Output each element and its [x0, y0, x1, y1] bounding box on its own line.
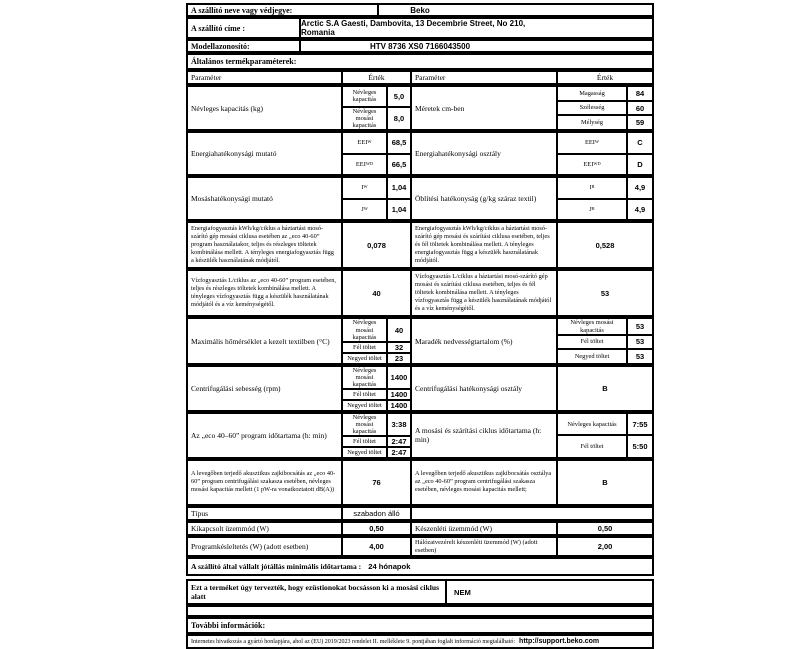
dimension-sub-label: Mélység	[558, 116, 628, 129]
capacity-sub-label: Névleges mosási kapacitás	[343, 108, 388, 129]
warranty-label: A szállító által vállalt jótállás minimális időtartama :	[191, 562, 362, 572]
washing-sub-label: I W	[343, 178, 388, 198]
energy-consumption-wash-value: 0,078	[343, 223, 412, 267]
eei-sub-value: 66,5	[391, 159, 407, 169]
temperature-sub-label: Névleges mosási kapacitás	[343, 319, 388, 340]
row-silver-ions	[186, 579, 654, 605]
temperature-label: Maximális hőmérséklet a kezelt textilben (°C)	[188, 319, 343, 362]
col-header-param-right: Paraméter	[412, 72, 558, 83]
row-spin-speed	[186, 365, 654, 412]
eei-class-sub-value: D	[637, 159, 643, 169]
type-value: szabadon álló	[343, 508, 412, 519]
washdry-duration-sub-label: Fél töltet	[558, 436, 628, 457]
row-section-title	[186, 53, 654, 70]
eei-class-sub-value: C	[637, 138, 643, 148]
moisture-sub-label: Negyed töltet	[558, 350, 628, 363]
web-link-cell	[188, 636, 602, 647]
standby-value: 0,50	[597, 523, 613, 533]
water-consumption-washdry-value: 53	[600, 288, 610, 298]
type-label: Típus	[188, 508, 343, 519]
spin-sub-label: Fél töltet	[343, 390, 388, 399]
web-link-label: Internetes hivatkozás a gyártó honlapjára, ahol az (EU) 2019/2023 rendelet II. melléklete 9. pontjában foglalt információ megtalálható:	[191, 638, 516, 645]
eei-sub-label: EEI W	[343, 133, 388, 153]
washdry-duration-sub-value: 7:55	[632, 419, 648, 429]
dimension-sub-value: 60	[635, 103, 645, 113]
washdry-duration-label: A mosási és szárítási ciklus időtartama (h: min)	[412, 414, 558, 457]
capacity-label: Névleges kapacitás (kg)	[188, 87, 343, 129]
row-empty	[186, 605, 654, 617]
supplier-address-label: A szállító címe :	[188, 19, 301, 37]
eco-duration-sub-value: 3:38	[391, 419, 407, 429]
washdry-duration-sub-value: 5:50	[632, 442, 648, 452]
dimension-sub-label: Szélesség	[558, 102, 628, 115]
moisture-sub-value: 53	[635, 322, 645, 332]
temperature-sub-value: 32	[394, 342, 404, 352]
row-water-consumption	[186, 269, 654, 317]
temperature-sub-value: 40	[394, 325, 404, 335]
moisture-sub-label: Fél töltet	[558, 336, 628, 349]
dimensions-label: Méretek cm-ben	[412, 87, 558, 129]
col-header-value-left: Érték	[343, 72, 412, 83]
model-id-value: HTV 8736 XS0 7166043500	[369, 41, 471, 51]
rinsing-sub-value: 4,9	[634, 183, 646, 193]
eco-duration-sub-value: 2:47	[391, 436, 407, 446]
more-info-title: További információk:	[191, 621, 266, 631]
capacity-sub-label: Névleges kapacitás	[343, 87, 388, 106]
spin-sub-label: Negyed töltet	[343, 401, 388, 410]
row-program-duration	[186, 412, 654, 459]
delay-start-value: 4,00	[343, 538, 412, 555]
spin-class-value: B	[602, 383, 608, 393]
row-energy-consumption	[186, 221, 654, 269]
eei-sub-value: 68,5	[391, 138, 407, 148]
spin-class-label: Centrifugálási hatékonysági osztály	[412, 367, 558, 410]
eco-duration-label: Az „eco 40–60” program időtartama (h: min)	[188, 414, 343, 457]
dimension-sub-label: Magasság	[558, 87, 628, 100]
eei-label: Energiahatékonysági mutató	[188, 133, 343, 174]
warranty-value: 24 hónapok	[368, 562, 411, 572]
energy-consumption-wash-text: Energiafogyasztás kWh/kg/ciklus a háztartási mosó-szárító gép mosási ciklusa esetében az „eco 40-60” program használatakor, teljes és részleges töltetek kombinálása mellett. A tényleges energiafogyasztás függ a készülék használatának módjától.	[188, 223, 343, 267]
water-consumption-wash-text: Vízfogyasztás L/ciklus az „eco 40-60” program esetében, teljes és részleges töltetek kombinálása mellett. A tényleges vízfogyasztás függ a készülék használatának módjától és a víz keménységétől.	[188, 271, 343, 315]
silver-ions-label: Ezt a terméket úgy tervezték, hogy ezüstionokat bocsásson ki a mosási ciklus alatt	[188, 581, 447, 603]
capacity-sub-value: 8,0	[393, 113, 405, 123]
supplier-name-value: Beko	[410, 5, 430, 15]
temperature-sub-label: Fél töltet	[343, 343, 388, 352]
col-header-value-right: Érték	[596, 73, 614, 82]
supplier-name-label: A szállító neve vagy védjegye:	[188, 5, 379, 15]
washing-sub-value: 1,04	[391, 183, 407, 193]
row-web-link	[186, 634, 654, 649]
model-id-label: Modellazonosító:	[188, 41, 301, 51]
noise-level-text: A levegőben terjedő akusztikus zajkibocsátás az „eco 40-60” program centrifugálási szakasza esetében, névleges mosási kapacitás mellett (1 pW-ra vonatkoztatott dB(A))	[188, 461, 343, 504]
eei-sub-label: EEI WD	[343, 155, 388, 175]
water-consumption-wash-value: 40	[343, 271, 412, 315]
spin-sub-value: 1400	[390, 400, 408, 410]
eei-class-sub-label: EEI W	[558, 133, 628, 153]
rinsing-sub-value: 4,9	[634, 204, 646, 214]
row-noise	[186, 459, 654, 506]
row-supplier-name	[186, 3, 654, 17]
support-url-link[interactable]: http://support.beko.com	[519, 638, 600, 646]
networked-standby-label: Hálózatvezérelt készenléti üzemmód (W) (adott esetben)	[412, 538, 558, 555]
section-title: Általános termékparaméterek:	[191, 57, 297, 66]
spin-speed-label: Centrifugálási sebesség (rpm)	[188, 367, 343, 410]
dimension-sub-value: 84	[635, 88, 645, 98]
product-fiche-table	[186, 3, 654, 649]
type-empty-cell	[412, 508, 652, 519]
washing-sub-label: J W	[343, 200, 388, 220]
spin-sub-value: 1400	[390, 389, 408, 399]
temperature-sub-label: Negyed töltet	[343, 354, 388, 363]
eei-class-label: Energiahatékonysági osztály	[412, 133, 558, 174]
dimension-sub-value: 59	[635, 118, 645, 128]
row-supplier-address	[186, 17, 654, 39]
eco-duration-sub-label: Fél töltet	[343, 437, 388, 446]
noise-class-value: B	[602, 477, 608, 487]
spin-sub-value: 1400	[390, 372, 408, 382]
moisture-sub-value: 53	[635, 337, 645, 347]
row-type	[186, 506, 654, 521]
energy-consumption-washdry-value: 0,528	[595, 240, 615, 250]
delay-start-label: Programkésleltetés (W) (adott esetben)	[188, 538, 343, 555]
off-mode-value: 0,50	[343, 523, 412, 534]
row-capacity	[186, 85, 654, 131]
energy-consumption-washdry-text: Energiafogyasztás kWh/kg/ciklus a háztartási mosó-szárító gép mosási és szárítási ciklusa esetében, teljes és fél töltetek kombinálása mellett. A tényleges energiafogyasztás függ a készülék használatának módjától.	[412, 223, 558, 267]
water-consumption-washdry-text: Vízfogyasztás L/ciklus a háztartási mosó-szárító gép mosási és szárítási ciklusa esetében, teljes és fél töltetek kombinálása mellett. A tényleges vízfogyasztás függ a készülék használatának módjától és a víz keménységétől.	[412, 271, 558, 315]
row-energy-efficiency	[186, 131, 654, 176]
moisture-sub-value: 53	[635, 351, 645, 361]
row-model-id	[186, 39, 654, 53]
temperature-sub-value: 23	[394, 353, 404, 363]
row-column-headers	[186, 70, 654, 85]
networked-standby-value: 2,00	[597, 542, 613, 552]
moisture-label: Maradék nedvességtartalom (%)	[412, 319, 558, 362]
row-delay-start	[186, 536, 654, 557]
eco-duration-sub-label: Névleges mosási kapacitás	[343, 414, 388, 435]
silver-ions-value: NEM	[454, 587, 471, 597]
rinsing-label: Öblítési hatékonyság (g/kg száraz textil)	[412, 178, 558, 219]
eco-duration-sub-value: 2:47	[391, 447, 407, 457]
col-header-param-left: Paraméter	[188, 72, 343, 83]
row-more-info	[186, 617, 654, 634]
eco-duration-sub-label: Negyed töltet	[343, 448, 388, 457]
standby-label: Készenléti üzemmód (W)	[412, 523, 558, 534]
row-off-mode	[186, 521, 654, 536]
off-mode-label: Kikapcsolt üzemmód (W)	[188, 523, 343, 534]
eei-class-sub-label: EEI WD	[558, 155, 628, 175]
capacity-sub-value: 5,0	[393, 91, 405, 101]
noise-class-text: A levegőben terjedő akusztikus zajkibocsátás osztálya az „eco 40-60” program centrifugálási szakasza esetében, névleges mosási kapacitás mellett;	[412, 461, 558, 504]
row-temperature	[186, 317, 654, 364]
noise-level-value: 76	[343, 461, 412, 504]
rinsing-sub-label: I R	[558, 178, 628, 198]
washing-sub-value: 1,04	[391, 204, 407, 214]
supplier-address-value: Arctic S.A Gaesti, Dambovita, 13 Decembrie Street, No 210, Romania	[301, 19, 526, 37]
washing-efficiency-label: Mosáshatékonysági mutató	[188, 178, 343, 219]
spin-sub-label: Névleges mosási kapacitás	[343, 367, 388, 388]
moisture-sub-label: Névleges mosási kapacitás	[558, 319, 628, 333]
rinsing-sub-label: J R	[558, 200, 628, 220]
row-washing-efficiency	[186, 176, 654, 221]
row-warranty	[186, 557, 654, 576]
washdry-duration-sub-label: Névleges kapacitás	[558, 414, 628, 435]
